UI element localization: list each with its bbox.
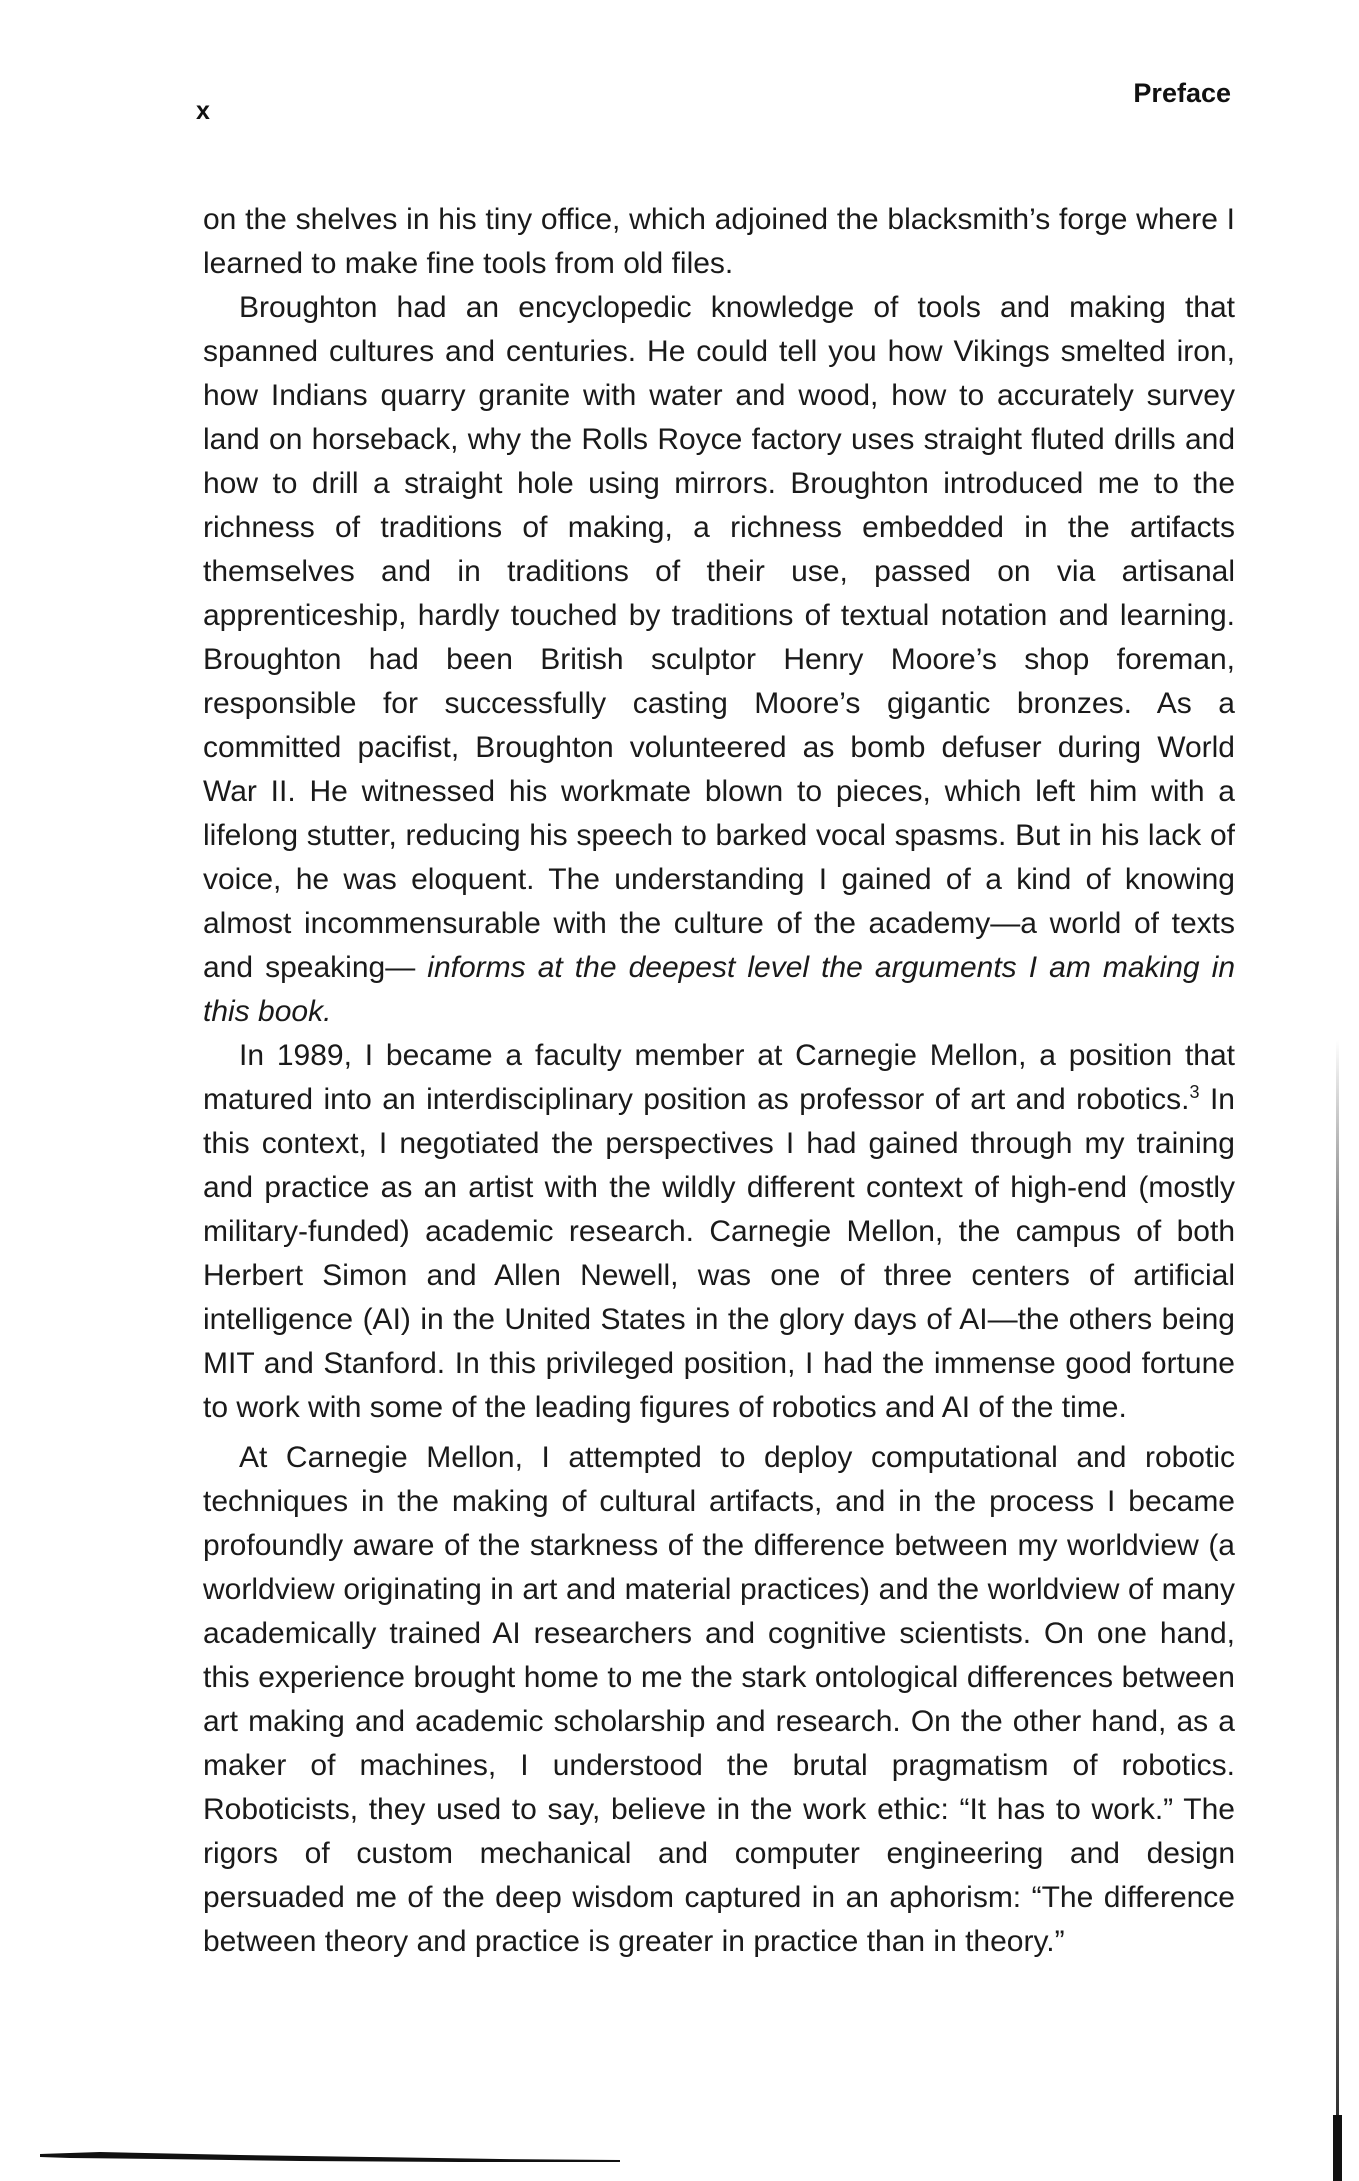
scan-streak [40,2150,620,2164]
footnote-marker[interactable]: 3 [1189,1082,1200,1102]
running-head: Preface [1133,78,1231,108]
scan-edge-mark [1333,2115,1342,2181]
paragraph-continuation: on the shelves in his tiny office, which adjoined the blacksmith’s forge where I learned to make fine tools from old files. [203,203,1235,280]
scan-edge-shadow [1336,1040,1339,2140]
paragraph-broughton-text: Broughton had an encyclopedic knowledge of tools and making that spanned cultures and centuries. He could tell you how Vikings smelted iron, how Indians quarry granite with water and wood, how to accurately survey land on horseback, why the Rolls Royce factory uses straight fluted drills and how to drill a straight hole using mirrors. Broughton introduced me to the richness of traditions of making, a richness embedded in the artifacts themselves and in traditions of their use, passed on via artisanal apprenticeship, hardly touched by traditions of textual notation and learning. Broughton had been British sculptor Henry Moore’s shop foreman, responsible for successfully casting Moore’s gigantic bronzes. As a committed pacifist, Broughton volunteered as bomb defuser during World War II. He witnessed his workmate blown to pieces, which left him with a lifelong stutter, reducing his speech to barked vocal spasms. But in his lack of voice, he was eloquent. The understanding I gained of a kind of knowing almost incommensurable with the culture of the academy—a world of texts and speaking— [203,291,1235,984]
paragraph-carnegie-mellon [203,1034,1235,1430]
body-text [203,198,1235,1964]
paragraph-carnegie-mellon-rest: In this context, I negotiated the perspectives I had gained through my training and practice as an artist with the wildly different context of high-end (mostly military-funded) academic research. Carnegie Mellon, the campus of both Herbert Simon and Allen Newell, was one of three centers of artificial intelligence (AI) in the United States in the glory days of AI—the others being MIT and Stanford. In this privileged position, I had the immense good fortune to work with some of the leading figures of robotics and AI of the time. [203,1083,1235,1424]
page-number: x [196,97,210,125]
paragraph-broughton-italic: informs at the deepest level the arguments I am making in this book. [203,951,1236,1028]
paragraph-carnegie-mellon-text: In 1989, I became a faculty member at Carnegie Mellon, a position that matured into an interdisciplinary position as professor of art and robotics. [203,1039,1235,1116]
paragraph-broughton [203,286,1235,1034]
paragraph-robotics: At Carnegie Mellon, I attempted to deploy computational and robotic techniques in the making of cultural artifacts, and in the process I became profoundly aware of the starkness of the difference between my worldview (a worldview originating in art and material practices) and the worldview of many academically trained AI researchers and cognitive scientists. On one hand, this experience brought home to me the stark ontological differences between art making and academic scholarship and research. On the other hand, as a maker of machines, I understood the brutal pragmatism of robotics. Roboticists, they used to say, believe in the work ethic: “It has to work.” The rigors of custom mechanical and computer engineering and design persuaded me of the deep wisdom captured in an aphorism: “The difference between theory and practice is greater in practice than in theory.” [203,1441,1235,1958]
